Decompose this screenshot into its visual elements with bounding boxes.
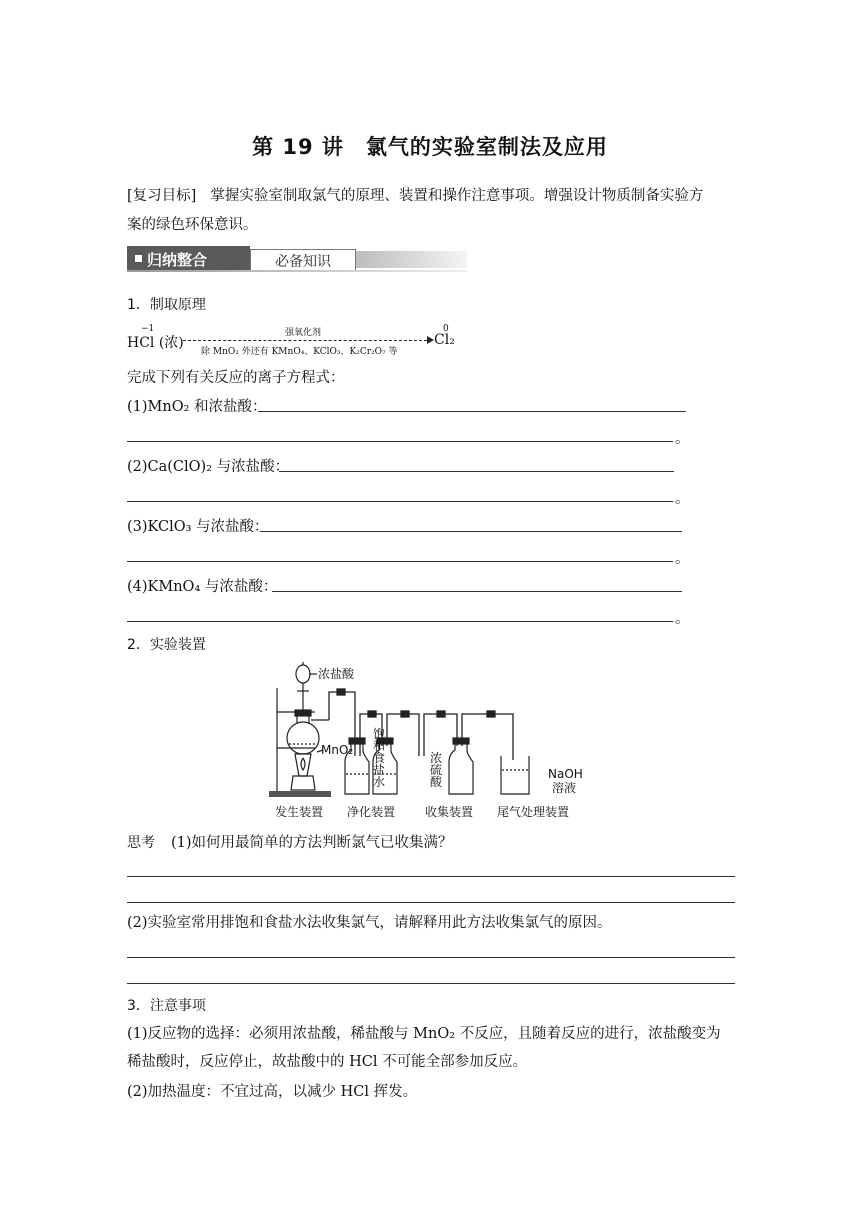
section1-heading: 1．制取原理 xyxy=(127,297,206,313)
label-mno2: MnO₂ xyxy=(321,743,354,757)
section-bar xyxy=(127,246,467,272)
eq-condition-below: 除 MnO₂ 外还有 KMnO₄、KClO₃、K₂Cr₂O₇ 等 xyxy=(201,347,398,357)
answer-line[interactable] xyxy=(127,983,735,984)
eq-product: Cl₂ xyxy=(434,332,455,348)
think-q1: (1)如何用最简单的方法判断氯气已收集满？ xyxy=(171,835,453,851)
answer-line[interactable] xyxy=(127,876,735,877)
think-label: 思考 xyxy=(127,835,155,851)
item-1-label: (1)MnO₂ 和浓盐酸： xyxy=(127,399,267,415)
section3-heading: 3．注意事项 xyxy=(127,998,206,1014)
section-bar-tab xyxy=(250,249,356,272)
answer-line[interactable] xyxy=(127,902,735,903)
separatory-funnel-icon xyxy=(296,662,310,714)
label-naoh: NaOH xyxy=(548,767,583,781)
period-mark: 。 xyxy=(675,491,690,507)
answer-line[interactable] xyxy=(127,621,673,622)
item-3-label: (3)KClO₃ 与浓盐酸： xyxy=(127,519,269,535)
answer-line[interactable] xyxy=(127,501,673,502)
ox-state-right: 0 xyxy=(443,324,449,334)
answer-line[interactable] xyxy=(279,471,674,472)
square-icon xyxy=(135,255,142,262)
think-q2: (2)实验室常用排饱和食盐水法收集氯气，请解释用此方法收集氯气的原因。 xyxy=(127,915,612,931)
burner-icon xyxy=(291,754,315,790)
caption-purification: 净化装置 xyxy=(347,805,396,819)
note-1-line2: 稀盐酸时，反应停止，故盐酸中的 HCl 不可能全部参加反应。 xyxy=(127,1054,528,1070)
section-bar-dark xyxy=(127,246,250,272)
review-goals xyxy=(127,182,703,210)
apparatus-diagram xyxy=(265,658,605,823)
eq-condition-above: 强氧化剂 xyxy=(285,328,322,338)
section-bar-right-label: 必备知识 xyxy=(275,254,331,270)
caption-generation: 发生装置 xyxy=(275,805,324,819)
answer-line[interactable] xyxy=(258,411,686,412)
label-h2so4-2: 硫 xyxy=(430,763,443,777)
instruction: 完成下列有关反应的离子方程式： xyxy=(127,370,345,386)
section-bar-left-label: 归纳整合 xyxy=(147,251,208,269)
note-1-line1: (1)反应物的选择：必须用浓盐酸，稀盐酸与 MnO₂ 不反应，且随着反应的进行，浓盐酸变为 xyxy=(127,1026,721,1042)
period-mark: 。 xyxy=(675,551,690,567)
label-brine-1: 饱 xyxy=(373,727,386,741)
label-h2so4-3: 酸 xyxy=(430,775,443,789)
section-bar-underline xyxy=(127,270,467,272)
eq-reactant: HCl (浓) xyxy=(127,335,184,351)
section-bar-fade xyxy=(356,251,467,268)
answer-line[interactable] xyxy=(260,531,682,532)
arrow-head-icon xyxy=(427,336,434,344)
item-4-label: (4)KMnO₄ 与浓盐酸： xyxy=(127,579,278,595)
period-mark: 。 xyxy=(675,611,690,627)
answer-line[interactable] xyxy=(127,957,735,958)
eq-arrow-line xyxy=(183,340,427,341)
collection-bottle-icon xyxy=(449,738,473,794)
section2-heading: 2．实验装置 xyxy=(127,637,206,653)
label-brine-4: 盐 xyxy=(373,763,386,777)
review-label: [复习目标] xyxy=(127,188,197,204)
review-text-line2: 案的绿色环保意识。 xyxy=(127,217,258,233)
reaction-scheme xyxy=(127,322,467,358)
ox-state-left: −1 xyxy=(141,324,155,334)
caption-collection: 收集装置 xyxy=(425,805,474,819)
label-solution: 溶液 xyxy=(552,781,577,795)
label-brine-2: 和 xyxy=(373,739,386,753)
review-text-line1: 掌握实验室制取氯气的原理、装置和操作注意事项。增强设计物质制备实验方 xyxy=(210,188,704,204)
think-row xyxy=(127,829,453,857)
tubing xyxy=(329,689,513,760)
page-title: 第 19 讲 氯气的实验室制法及应用 xyxy=(252,135,608,159)
answer-line[interactable] xyxy=(272,591,682,592)
answer-line[interactable] xyxy=(127,561,673,562)
caption-tail-gas: 尾气处理装置 xyxy=(497,805,570,819)
label-brine-3: 食 xyxy=(373,751,386,765)
period-mark: 。 xyxy=(675,431,690,447)
note-2: (2)加热温度：不宜过高，以减少 HCl 挥发。 xyxy=(127,1084,418,1100)
label-brine-5: 水 xyxy=(373,775,386,789)
label-acid: 浓盐酸 xyxy=(318,667,355,681)
label-h2so4-1: 浓 xyxy=(430,751,443,765)
beaker-icon xyxy=(501,756,529,794)
item-2-label: (2)Ca(ClO)₂ 与浓盐酸： xyxy=(127,459,290,475)
answer-line[interactable] xyxy=(127,441,673,442)
